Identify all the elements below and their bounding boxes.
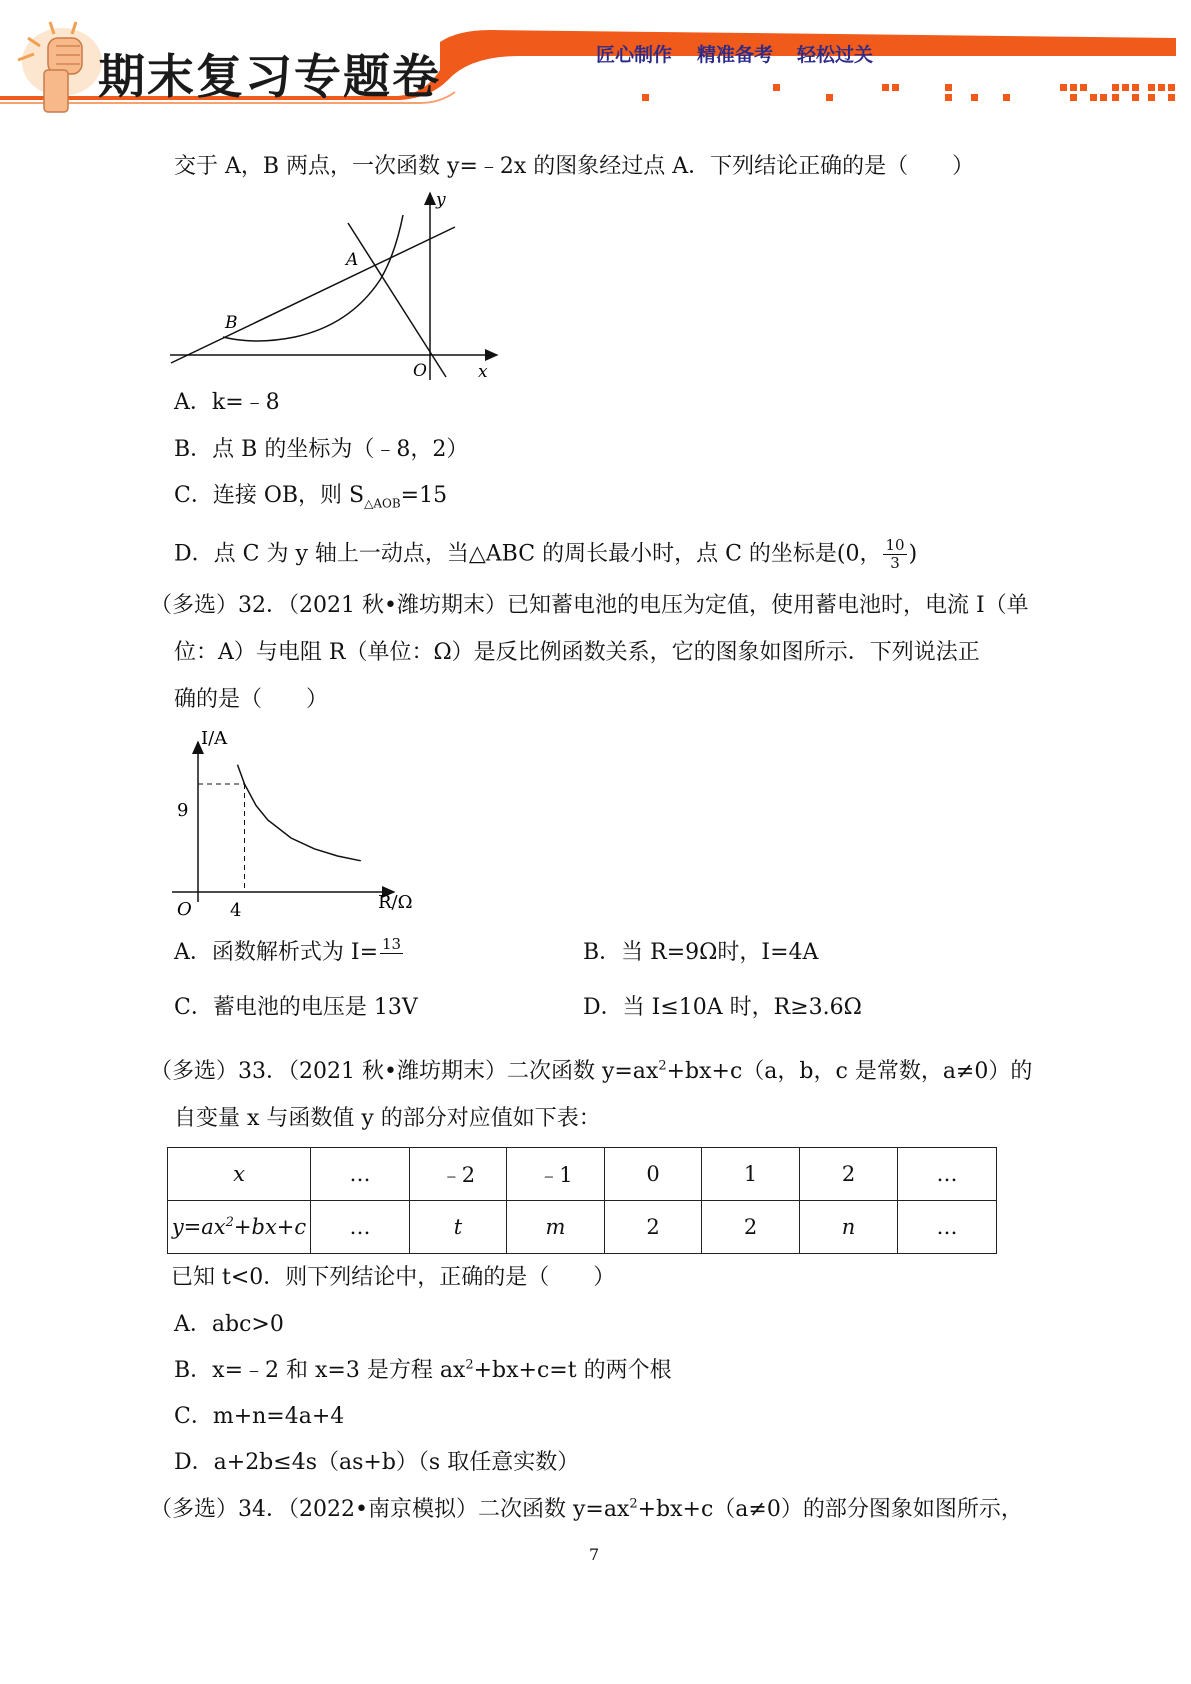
q31-option-a: A．k=﹣8 <box>174 390 280 415</box>
q32-chart <box>162 730 442 930</box>
header-title: 期末复习专题卷 <box>98 50 441 105</box>
q32-stem-line2: 位：A）与电阻 R（单位：Ω）是反比例函数关系，它的图象如图所示．下列说法正 <box>174 640 980 665</box>
q31-origin-label: O <box>413 361 427 381</box>
q33-after-table: 已知 t<0．则下列结论中，正确的是（ ） <box>171 1265 616 1290</box>
q32-option-d: D．当 I≤10A 时，R≥3.6Ω <box>583 995 862 1020</box>
table-cell: 2 <box>605 1201 702 1254</box>
q33-option-b: B．x=﹣2 和 x=3 是方程 $ax^2+bx+c=t$ 的两个根 <box>174 1357 672 1383</box>
header-slogan-2: 精准备考 <box>697 44 774 66</box>
page-header <box>0 0 1191 120</box>
table-cell: 2 <box>702 1201 800 1254</box>
q31-stem: 交于 A，B 两点，一次函数 y=﹣2x 的图象经过点 A．下列结论正确的是（ ） <box>174 154 975 179</box>
table-cell: m <box>507 1201 605 1254</box>
header-dots <box>642 84 1175 101</box>
q33-value-table <box>167 1147 997 1254</box>
table-cell: 0 <box>605 1148 702 1201</box>
table-cell: … <box>898 1201 997 1254</box>
table-row <box>168 1148 997 1201</box>
table-cell: 1 <box>702 1148 800 1201</box>
q33-stem-line2: 自变量 x 与函数值 y 的部分对应值如下表： <box>174 1106 601 1131</box>
table-cell: … <box>311 1201 410 1254</box>
q31-option-b: B．点 B 的坐标为（﹣8，2） <box>174 437 469 462</box>
q31-figure <box>165 185 505 385</box>
q32-option-a-fraction: 13 <box>382 935 402 953</box>
table-cell: ﹣1 <box>507 1148 605 1201</box>
table-row <box>168 1201 997 1254</box>
table-cell-function-head: $y=ax^2+bx+c$ <box>168 1201 311 1254</box>
q31-line-y-neg2x <box>348 223 446 377</box>
q31-option-c: C．连接 OB，则 $S_{\triangle AOB}=15$ <box>174 483 448 511</box>
q31-option-d-fraction: $\frac{10}{3}$ <box>885 536 905 572</box>
q31-point-a: A <box>346 250 359 270</box>
header-slogan-1: 匠心制作 <box>596 44 673 66</box>
q32-option-c: C．蓄电池的电压是 13V <box>174 995 418 1020</box>
q32-y-tick-9: 9 <box>177 800 189 821</box>
page-number: 7 <box>589 1545 600 1564</box>
q31-hyperbola <box>223 215 403 341</box>
table-cell: … <box>898 1148 997 1201</box>
q31-line-ab <box>171 227 455 363</box>
q32-option-b: B．当 R=9Ω时，I=4A <box>583 940 819 965</box>
q32-x-tick-4: 4 <box>230 900 242 921</box>
header-slogan-3: 轻松过关 <box>797 44 874 66</box>
q31-y-label: y <box>436 190 446 210</box>
table-cell: … <box>311 1148 410 1201</box>
q32-curve <box>238 765 361 861</box>
q32-y-axis-label: I/A <box>201 730 228 749</box>
table-cell: 2 <box>800 1148 898 1201</box>
q32-option-a: A．函数解析式为 I= 13 <box>174 935 402 965</box>
q32-x-axis-label: R/Ω <box>378 892 413 913</box>
table-cell: t <box>410 1201 507 1254</box>
q31-x-label: x <box>478 362 488 382</box>
table-cell: ﹣2 <box>410 1148 507 1201</box>
q32-origin-label: O <box>177 899 192 920</box>
q33-stem-line1: （多选）33．（2021 秋•潍坊期末）二次函数 $y=ax^2+bx+c(a$，b，c 是常数，a≠0）的 <box>150 1058 1033 1084</box>
q31-point-b: B <box>225 313 238 333</box>
table-cell: n <box>800 1201 898 1254</box>
q33-option-d: D．a+2b≤4s（as+b）（s 取任意实数） <box>174 1450 580 1475</box>
q34-stem: （多选）34．（2022•南京模拟）二次函数 $y=ax^2+bx+c(a\ne 0)$的部分图象如图所示， <box>150 1496 1023 1522</box>
q32-stem-line3: 确的是（ ） <box>174 687 329 712</box>
table-cell: x <box>168 1148 311 1201</box>
q33-option-a: A．abc>0 <box>174 1312 284 1337</box>
q33-option-c: C．m+n=4a+4 <box>174 1404 345 1429</box>
q31-option-d: D．点 C 为 y 轴上一动点，当△ABC 的周长最小时，点 C 的坐标是(0， $\frac{10}{3}$ ) <box>174 536 918 572</box>
q32-stem-line1: （多选）32．（2021 秋•潍坊期末）已知蓄电池的电压为定值，使用蓄电池时，电流 I（单 <box>150 593 1029 618</box>
